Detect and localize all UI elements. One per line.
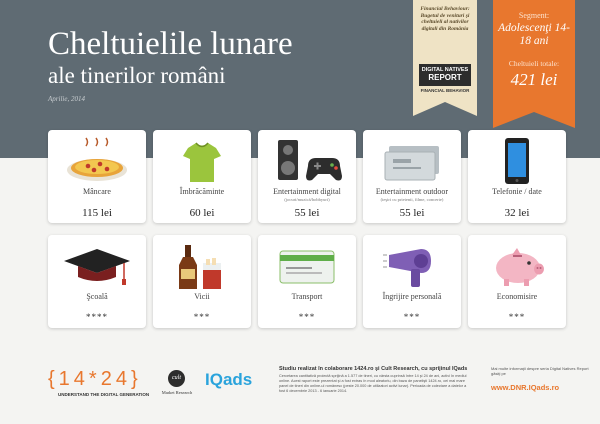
speaker-gamepad-icon <box>258 136 356 186</box>
phone-icon <box>468 136 566 186</box>
more-info-link[interactable]: www.DNR.IQads.ro <box>491 383 560 392</box>
piggy-bank-icon <box>468 241 566 291</box>
tickets-icon <box>363 136 461 186</box>
logo-1424: {14*24} <box>48 368 142 390</box>
cult-subtitle: Market Research <box>161 390 193 395</box>
card-value: 55 lei <box>399 207 425 219</box>
card-label: Transport <box>291 292 323 301</box>
card-value: *** <box>403 312 421 322</box>
card-clothing <box>153 130 251 223</box>
card-digital-entertainment <box>258 130 356 223</box>
card-label: Mâncare <box>83 187 111 196</box>
iqads-logo: IQads <box>205 370 253 389</box>
study-description: Cercetarea cantitativă proiectă sprijină a 1.577 de tineri, cu vârsta cuprinsă între 14 şi 24 de ani, activi în mediul online. Acest raport este prezentat şi a fost extras în mod aleatoriu, din baza de panelişti 1424.ro, cei mai mare panel de tineri din online-ul românesc (peste 20.000 de utilizatori activi lunar). Perioada de colectare a datelor a fost 6 decembrie 2013 - 6 ianuarie 2014. <box>279 374 467 393</box>
card-label: Entertainment digital <box>273 187 341 196</box>
publication-date: Aprilie, 2014 <box>48 95 85 103</box>
tshirt-icon <box>153 136 251 186</box>
card-phone <box>468 130 566 223</box>
card-label: Vicii <box>194 292 210 301</box>
card-label: Şcoală <box>86 292 108 301</box>
logo-subtitle: FINANCIAL BEHAVIOR <box>420 88 470 93</box>
more-info-text: Mai multe informaţii despre seria Digital Natives Report găsiţi pe <box>491 366 589 376</box>
transport-card-icon <box>258 241 356 291</box>
cult-logo: cult <box>168 370 185 387</box>
page-subtitle: ale tinerilor români <box>48 63 226 88</box>
card-label: Îngrijire personală <box>382 292 442 301</box>
card-label: Telefonie / date <box>492 187 542 196</box>
card-value: *** <box>298 312 316 322</box>
total-value: 421 lei <box>510 70 558 89</box>
page-title: Cheltuielile lunare <box>48 26 293 62</box>
segment-value: Adolescenţi 14-18 ani <box>498 22 570 47</box>
card-value: 55 lei <box>294 207 320 219</box>
card-label: Îmbrăcăminte <box>179 187 225 196</box>
card-value: *** <box>508 312 526 322</box>
card-school <box>48 235 146 328</box>
report-ribbon-tail <box>413 102 477 116</box>
card-value: **** <box>86 312 108 322</box>
card-transport <box>258 235 356 328</box>
card-label: Economisire <box>496 292 538 301</box>
card-food <box>48 130 146 223</box>
logo-top-text: DIGITAL NATIVES <box>421 67 469 73</box>
bottle-cigarettes-icon <box>153 241 251 291</box>
pizza-icon <box>48 136 146 186</box>
card-label: Entertainment outdoor <box>375 187 449 196</box>
report-description: Financial Behaviour: Bugetul de venituri şi cheltuieli al nativilor digitali din România <box>420 6 470 32</box>
card-outdoor-entertainment <box>363 130 461 223</box>
card-sublabel: (ieşiri cu prietenii, filme, concerte) <box>380 197 444 202</box>
card-sublabel: (jocuri/muzică/hobbyuri) <box>284 197 330 202</box>
card-value: 32 lei <box>504 207 530 219</box>
card-vices <box>153 235 251 328</box>
graduation-cap-icon <box>48 241 146 291</box>
card-personal-care <box>363 235 461 328</box>
hair-dryer-icon <box>363 241 461 291</box>
card-value: 115 lei <box>82 207 112 219</box>
study-title: Studiu realizat în colaborare 1424.ro şi Cult Research, cu sprijinul IQads <box>279 366 468 372</box>
digital-natives-logo <box>419 64 471 86</box>
logo-bottom-text: REPORT <box>428 73 462 82</box>
card-value: 60 lei <box>189 207 215 219</box>
segment-ribbon-tail <box>493 112 575 128</box>
segment-label: Segment: <box>518 11 550 20</box>
card-savings <box>468 235 566 328</box>
total-label: Cheltuieli totale: <box>508 59 560 68</box>
logo-1424-tagline: UNDERSTAND THE DIGITAL GENERATION <box>58 392 150 397</box>
card-value: *** <box>193 312 211 322</box>
